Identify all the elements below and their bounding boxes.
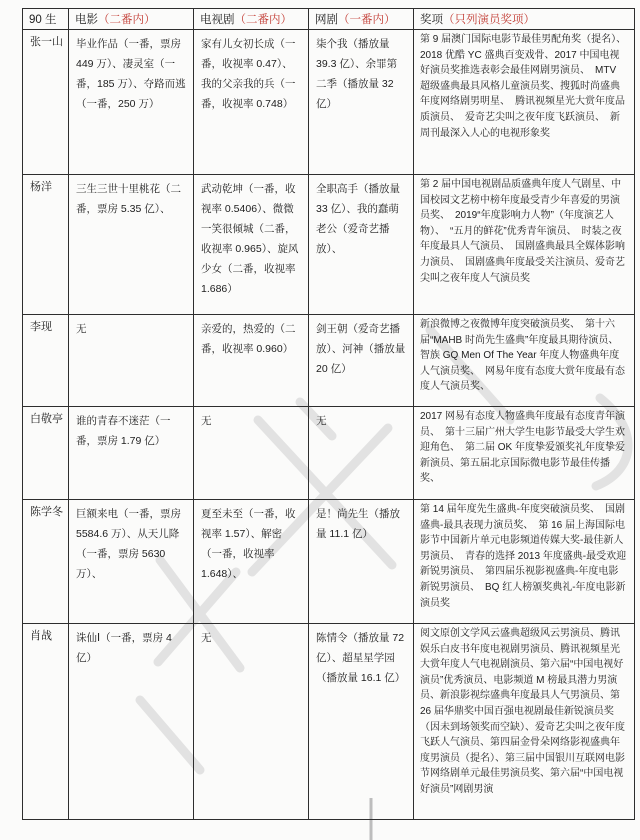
- actors-award-table: [22, 8, 635, 820]
- cell-movies: 毕业作品（一番，票房 449 万）、凄灵室（一番，185 万）、夺路而逃（一番，250 万）: [69, 30, 194, 175]
- cell-awards: 新浪微博之夜微博年度突破演员奖、 第十六届“MAHB 时尚先生盛典”年度最具期待演员、 智族 GQ Men Of The Year 年度人物盛典年度人气演员奖、 网易年度有态度大赏年度最有态度人气演员奖、: [414, 315, 635, 407]
- header-awards-label: 奖项: [420, 13, 443, 26]
- header-tv: [194, 9, 309, 30]
- cell-movies: 无: [69, 315, 194, 407]
- cell-tv: 亲爱的，热爱的（二番，收视率 0.960）: [194, 315, 309, 407]
- actor-name: 张一山: [23, 30, 69, 175]
- cell-web: 剑王朝（爱奇艺播放）、河神（播放量 20 亿）: [309, 315, 414, 407]
- cell-movies: 三生三世十里桃花（二番，票房 5.35 亿）、: [69, 175, 194, 315]
- header-awards: [414, 9, 635, 30]
- cell-awards: 第 14 届年度先生盛典-年度突破演员奖、 国剧盛典-最具表现力演员奖、 第 16 届上海国际电影节中国新片单元电影频道传媒大奖-最佳新人男演员、 青春的选择 2013 年度盛典-最受欢迎新锐男演员、 第四届乐视影视盛典-年度电影新锐男演员、 BQ 红人榜颁奖典礼-年度电影新演员奖: [414, 500, 635, 624]
- header-generation-label: 90 生: [29, 13, 57, 26]
- actor-name: 肖战: [23, 624, 69, 820]
- cell-web: 柒个我（播放量 39.3 亿）、余罪第二季（播放量 32 亿）: [309, 30, 414, 175]
- cell-web: 无: [309, 407, 414, 500]
- cell-web: 全职高手（播放量 33 亿）、我的蠢萌老公（爱奇艺播放）、: [309, 175, 414, 315]
- header-web-label: 网剧: [315, 13, 338, 26]
- header-generation: [23, 9, 69, 30]
- header-tv-note: （二番内）: [234, 13, 292, 26]
- table-body: [23, 30, 635, 820]
- cell-movies: 谁的青春不迷茫（一番，票房 1.79 亿）: [69, 407, 194, 500]
- header-awards-note: （只列演员奖项）: [443, 13, 535, 26]
- table-row: [23, 315, 635, 407]
- table-row: [23, 407, 635, 500]
- header-movies-note: （二番内）: [98, 13, 156, 26]
- cell-awards: 阅文原创文学风云盛典超级风云男演员、腾讯娱乐白皮书年度电视剧男演员、腾讯视频星光大赏年度人气电视剧演员、第六届“中国电视好演员”优秀演员、电影频道 M 榜最具潜力男演员、新浪影视综盛典年度最具人气男演员、第 26 届华鼎奖中国百强电视剧最佳新锐演员奖（因未到场领奖而空缺）、爱奇艺尖叫之夜年度飞跃人气演员、第四届金骨朵网络影视盛典年度男演员（提名）、第三届中国银川互联网电影节网络剧单元最佳男演员奖、第六届“中国电视好演员”网剧男演: [414, 624, 635, 820]
- table-header: [23, 9, 635, 30]
- header-row: [23, 9, 635, 30]
- header-web-note: （一番内）: [338, 13, 396, 26]
- cell-web: 陈情令（播放量 72 亿）、超星星学园（播放量 16.1 亿）: [309, 624, 414, 820]
- cell-tv: 无: [194, 407, 309, 500]
- header-movies: [69, 9, 194, 30]
- table-row: [23, 624, 635, 820]
- table-row: [23, 500, 635, 624]
- cell-tv: 无: [194, 624, 309, 820]
- cell-awards: 2017 网易有态度人物盛典年度最有态度青年演员、 第十三届广州大学生电影节最受大学生欢迎角色、 第二届 OK 年度挚爱颁奖礼年度挚爱新演员、第五届北京国际微电影节最佳传播奖、: [414, 407, 635, 500]
- table-row: [23, 175, 635, 315]
- table-row: [23, 30, 635, 175]
- header-web: [309, 9, 414, 30]
- actor-name: 杨洋: [23, 175, 69, 315]
- cell-awards: 第 2 届中国电视剧品质盛典年度人气剧星、中国校园文艺榜中榜年度最受青少年喜爱的男演员奖、 2019“年度影响力人物”（年度演艺人物）、 “五月的鲜花”优秀青年演员、 时装之夜年度最具人气演员、 国剧盛典最具全媒体影响力演员、 国剧盛典年度最受关注演员、爱奇艺尖叫之夜年度人气演员奖: [414, 175, 635, 315]
- actor-name: 白敬亭: [23, 407, 69, 500]
- cell-tv: 武动乾坤（一番，收视率 0.5406）、微微一笑很倾城（二番，收视率 0.965）、旋风少女（二番，收视率 1.686）: [194, 175, 309, 315]
- cell-tv: 家有儿女初长成（一番，收视率 0.47）、我的父亲我的兵（一番，收视率 0.748）: [194, 30, 309, 175]
- cell-web: 是！尚先生（播放量 11.1 亿）: [309, 500, 414, 624]
- header-movies-label: 电影: [75, 13, 98, 26]
- cell-tv: 夏至未至（一番，收视率 1.57）、解密（一番，收视率 1.648）、: [194, 500, 309, 624]
- actor-name: 李现: [23, 315, 69, 407]
- header-tv-label: 电视剧: [200, 13, 235, 26]
- actor-name: 陈学冬: [23, 500, 69, 624]
- cell-awards: 第 9 届澳门国际电影节最佳男配角奖（提名）、2018 优酷 YC 盛典百变戏骨、2017 中国电视好演员奖推选表彰会最佳网剧男演员、 MTV 超级盛典最具风格儿童演员奖、搜狐时尚盛典年度网络剧男明星、 腾讯视频星光大赏年度品质演员、 爱奇艺尖叫之夜年度飞跃演员、 新周刊最深入人心的电视形象奖: [414, 30, 635, 175]
- cell-movies: 巨额来电（一番，票房 5584.6 万）、从天儿降（一番，票房 5630 万）、: [69, 500, 194, 624]
- cell-movies: 诛仙Ⅰ（一番，票房 4 亿）: [69, 624, 194, 820]
